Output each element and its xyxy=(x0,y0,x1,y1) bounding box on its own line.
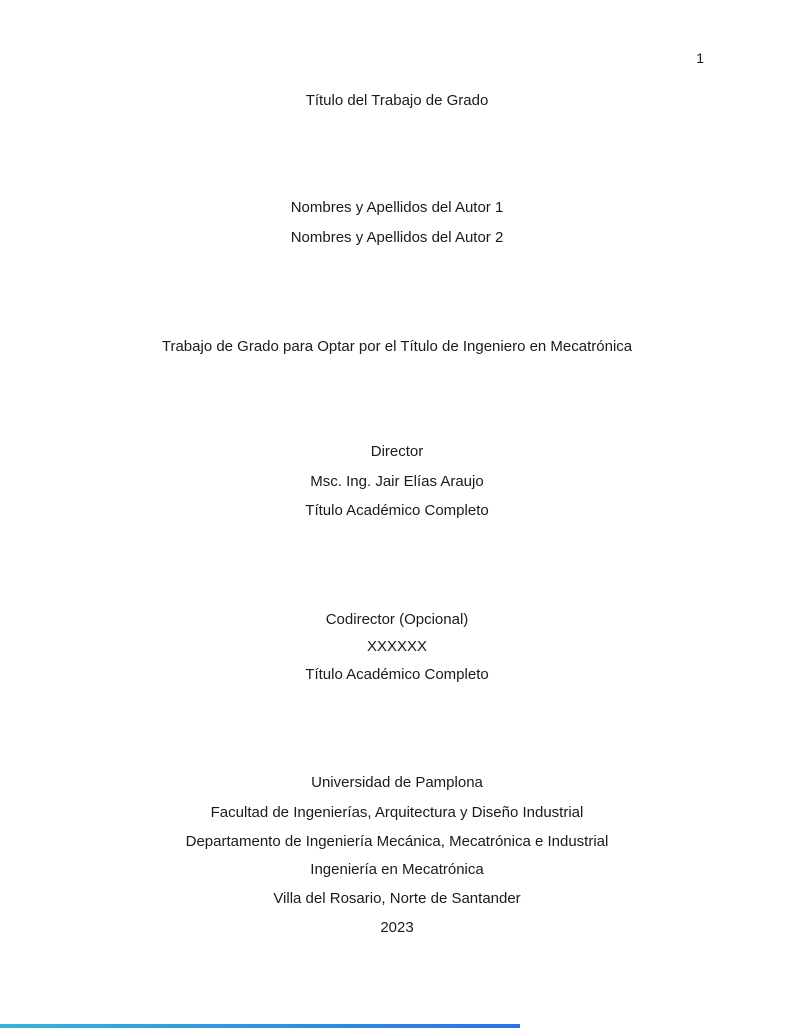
page-number: 1 xyxy=(696,50,704,66)
institution-program: Ingeniería en Mecatrónica xyxy=(310,861,484,878)
director-heading: Director xyxy=(370,443,424,460)
author-line-2: Nombres y Apellidos del Autor 2 xyxy=(290,229,504,246)
page-load-progress-bar xyxy=(0,1024,520,1028)
document-title: Título del Trabajo de Grado xyxy=(305,92,489,109)
institution-faculty: Facultad de Ingenierías, Arquitectura y Diseño Industrial xyxy=(210,804,584,821)
institution-year: 2023 xyxy=(380,919,414,936)
director-credential: Título Académico Completo xyxy=(305,502,489,519)
author-line-1: Nombres y Apellidos del Autor 1 xyxy=(290,199,504,216)
institution-university: Universidad de Pamplona xyxy=(311,774,483,791)
institution-department: Departamento de Ingeniería Mecánica, Mecatrónica e Industrial xyxy=(185,833,609,850)
codirector-name: XXXXXX xyxy=(366,638,428,655)
director-name: Msc. Ing. Jair Elías Araujo xyxy=(310,473,484,490)
codirector-credential: Título Académico Completo xyxy=(305,666,489,683)
institution-location: Villa del Rosario, Norte de Santander xyxy=(273,890,521,907)
degree-statement: Trabajo de Grado para Optar por el Título de Ingeniero en Mecatrónica xyxy=(161,338,633,355)
codirector-heading: Codirector (Opcional) xyxy=(325,611,469,628)
